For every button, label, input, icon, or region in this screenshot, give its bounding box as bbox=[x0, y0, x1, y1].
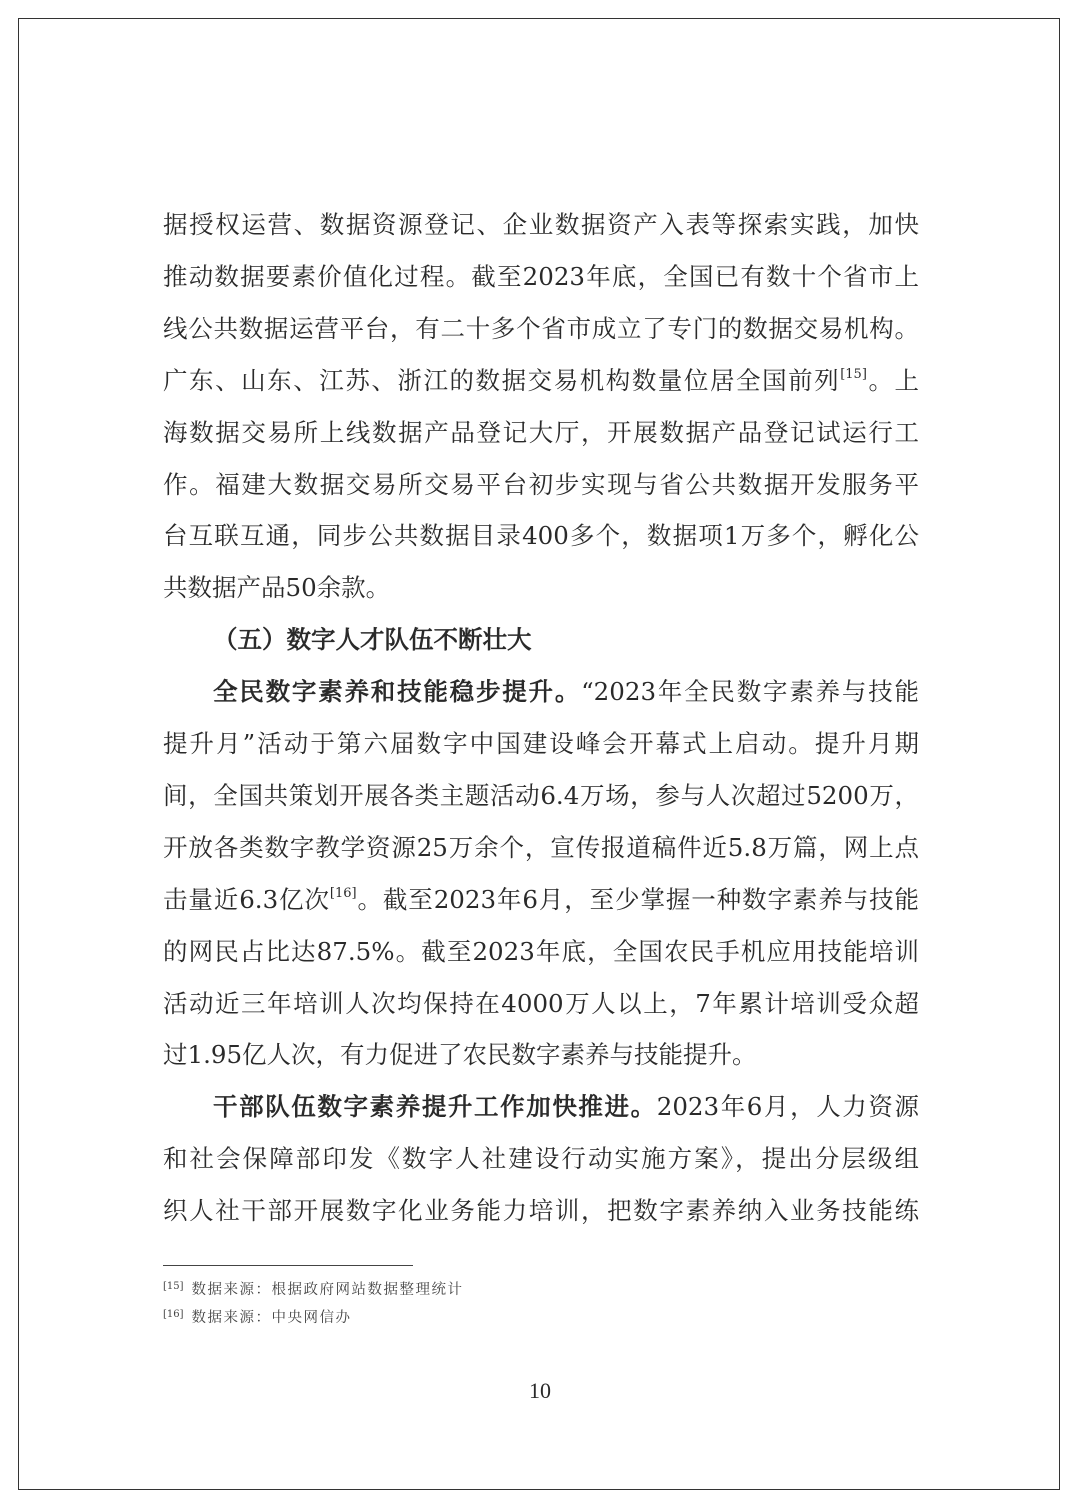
text-run: 推动数据要素价值化过程。截至2023年底，全国已有数十个省市上 bbox=[163, 261, 919, 291]
text-run: 线公共数据运营平台，有二十多个省市成立了专门的数据交易机构。 bbox=[163, 313, 919, 343]
text-line bbox=[163, 208, 919, 242]
text-line bbox=[163, 1038, 919, 1072]
text-line bbox=[163, 883, 919, 917]
text-run: 过1.95亿人次，有力促进了农民数字素养与技能提升。 bbox=[163, 1040, 757, 1070]
bold-lead: （五）数字人才队伍不断壮大 bbox=[213, 625, 532, 655]
text-line bbox=[163, 987, 919, 1021]
footnote-mark: [16] bbox=[163, 1309, 184, 1320]
text-run: 活动近三年培训人次均保持在4000万人以上，7年累计培训受众超 bbox=[163, 988, 919, 1018]
footnote-ref: [16] bbox=[329, 885, 357, 901]
text-line bbox=[163, 260, 919, 294]
text-line bbox=[163, 364, 919, 398]
footnote-16 bbox=[163, 1308, 352, 1328]
text-run: 台互联互通，同步公共数据目录400多个，数据项1万多个，孵化公 bbox=[163, 521, 919, 551]
text-run: 织人社干部开展数字化业务能力培训，把数字素养纳入业务技能练 bbox=[163, 1196, 919, 1226]
text-run: 据授权运营、数据资源登记、企业数据资产入表等探索实践，加快 bbox=[163, 210, 919, 239]
text-run: 的网民占比达87.5%。截至2023年底，全国农民手机应用技能培训 bbox=[163, 936, 919, 966]
text-run: 海数据交易所上线数据产品登记大厅，开展数据产品登记试运行工 bbox=[163, 417, 919, 447]
text-line bbox=[163, 416, 919, 450]
text-line bbox=[163, 312, 919, 346]
text-line bbox=[163, 1194, 919, 1228]
footnote-mark: [15] bbox=[163, 1281, 184, 1292]
footnote-ref: [15] bbox=[840, 366, 867, 382]
section-heading bbox=[213, 623, 919, 657]
bold-lead: 干部队伍数字素养提升工作加快推进。 bbox=[213, 1092, 657, 1122]
text-run: 广东、山东、江苏、浙江的数据交易机构数量位居全国前列 bbox=[163, 365, 841, 395]
footnote-15 bbox=[163, 1280, 464, 1300]
text-run: 。截至2023年6月，至少掌握一种数字素养与技能 bbox=[356, 884, 919, 914]
text-run: 开放各类数字教学资源25万余个，宣传报道稿件近5.8万篇，网上点 bbox=[163, 832, 919, 862]
text-run: 提升月”活动于第六届数字中国建设峰会开幕式上启动。提升月期 bbox=[163, 729, 919, 758]
text-line bbox=[163, 779, 919, 813]
text-run: 作。福建大数据交易所交易平台初步实现与省公共数据开发服务平 bbox=[163, 469, 919, 499]
page-number: 10 bbox=[529, 1378, 551, 1403]
footnote-text: 数据来源：中央网信办 bbox=[191, 1310, 352, 1326]
text-line bbox=[163, 468, 919, 502]
text-line bbox=[213, 1090, 919, 1124]
text-run: 2023年6月，人力资源 bbox=[656, 1092, 920, 1122]
bold-lead: 全民数字素养和技能稳步提升。 bbox=[213, 677, 582, 707]
text-line bbox=[163, 727, 919, 761]
footnote-text: 数据来源：根据政府网站数据整理统计 bbox=[191, 1282, 464, 1298]
text-line bbox=[213, 675, 919, 709]
text-run: 共数据产品50余款。 bbox=[163, 573, 391, 603]
text-line bbox=[163, 831, 919, 865]
text-run: 间，全国共策划开展各类主题活动6.4万场，参与人次超过5200万， bbox=[163, 780, 919, 810]
text-line bbox=[163, 519, 919, 553]
text-line bbox=[163, 935, 919, 969]
text-line bbox=[163, 571, 919, 605]
text-run: 击量近6.3亿次 bbox=[163, 884, 330, 914]
footnote-divider bbox=[163, 1265, 413, 1266]
text-run: 和社会保障部印发《数字人社建设行动实施方案》，提出分层级组 bbox=[163, 1144, 919, 1174]
text-line bbox=[163, 1142, 919, 1176]
text-run: “2023年全民数字素养与技能 bbox=[581, 677, 919, 707]
text-run: 。上 bbox=[866, 365, 919, 395]
